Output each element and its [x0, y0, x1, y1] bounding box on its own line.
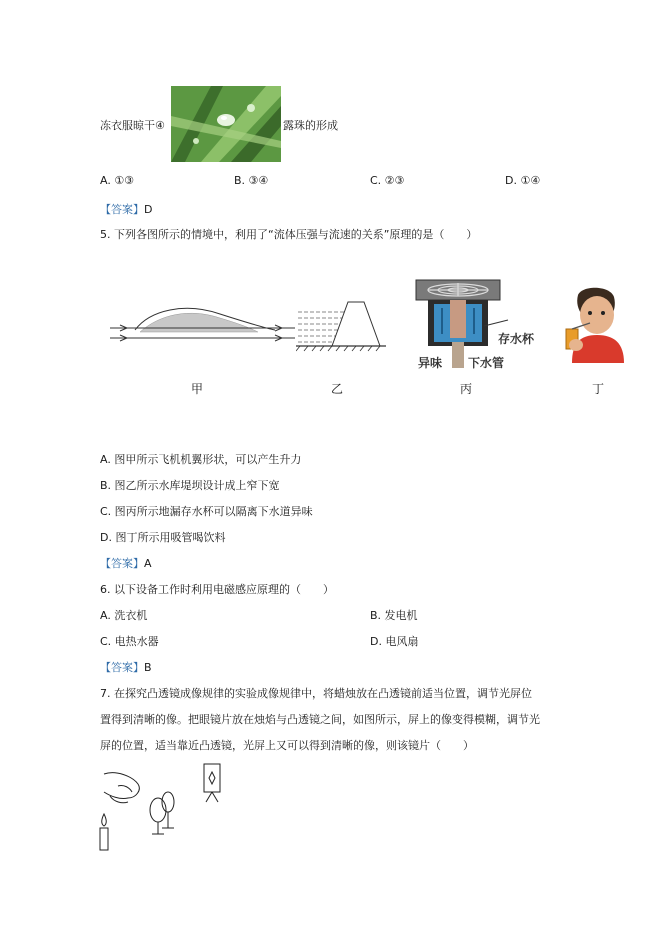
- q5-answer: [100, 555, 152, 571]
- answer-value: D: [144, 203, 153, 216]
- q6-option-a: A. 洗衣机: [100, 609, 148, 622]
- q6-answer: [100, 659, 152, 675]
- q7-line-1: 7. 在探究凸透镜成像规律的实验成像规律中，将蜡烛放在凸透镜前适当位置，调节光屏位: [100, 687, 532, 700]
- wing-figure: [110, 300, 295, 348]
- q5-option-d: D. 图丁所示用吸管喝饮料: [100, 531, 226, 544]
- item-left-text: 冻衣服晾干④: [100, 119, 165, 132]
- q6-option-b: B. 发电机: [370, 609, 418, 622]
- q5-option-b: B. 图乙所示水库堤坝设计成上窄下宽: [100, 479, 280, 492]
- dam-figure: [296, 298, 386, 356]
- q7-line-2: 置得到清晰的像。把眼镜片放在烛焰与凸透镜之间，如图所示，屏上的像变得模糊，调节光: [100, 713, 540, 726]
- lens-experiment-figure: [96, 762, 236, 860]
- q4-option-c: C. ②③: [370, 174, 405, 187]
- floor-drain-figure: [412, 278, 535, 370]
- answer-value: A: [144, 557, 152, 570]
- q6-option-d: D. 电风扇: [370, 635, 419, 648]
- smell-label: 异味: [418, 356, 443, 370]
- fig-label-yi: 乙: [331, 382, 344, 396]
- answer-tag: 【答案】: [100, 203, 144, 216]
- q4-option-a: A. ①③: [100, 174, 135, 187]
- fig-label-jia: 甲: [191, 382, 204, 396]
- q4-option-b: B. ③④: [234, 174, 269, 187]
- q4-option-d: D. ①④: [505, 174, 541, 187]
- q4-answer: [100, 201, 152, 217]
- answer-value: B: [144, 661, 152, 674]
- pipe-label: 下水管: [468, 356, 505, 370]
- answer-tag: 【答案】: [100, 661, 144, 674]
- fig-label-ding: 丁: [592, 382, 605, 396]
- dew-grass-photo: [171, 86, 281, 162]
- item-right-text: 露珠的形成: [283, 119, 338, 132]
- boy-drinking-figure: [560, 285, 626, 368]
- fig-label-bing: 丙: [460, 382, 473, 396]
- q6-option-c: C. 电热水器: [100, 635, 159, 648]
- answer-tag: 【答案】: [100, 557, 144, 570]
- q5-option-a: A. 图甲所示飞机机翼形状，可以产生升力: [100, 453, 302, 466]
- q6-stem: 6. 以下设备工作时利用电磁感应原理的（ ）: [100, 583, 334, 596]
- cup-label: 存水杯: [498, 332, 535, 346]
- q5-option-c: C. 图丙所示地漏存水杯可以隔离下水道异味: [100, 505, 313, 518]
- q7-line-3: 屏的位置，适当靠近凸透镜，光屏上又可以得到清晰的像，则该镜片（ ）: [100, 739, 474, 752]
- q5-stem: 5. 下列各图所示的情境中，利用了“流体压强与流速的关系”原理的是（ ）: [100, 228, 478, 241]
